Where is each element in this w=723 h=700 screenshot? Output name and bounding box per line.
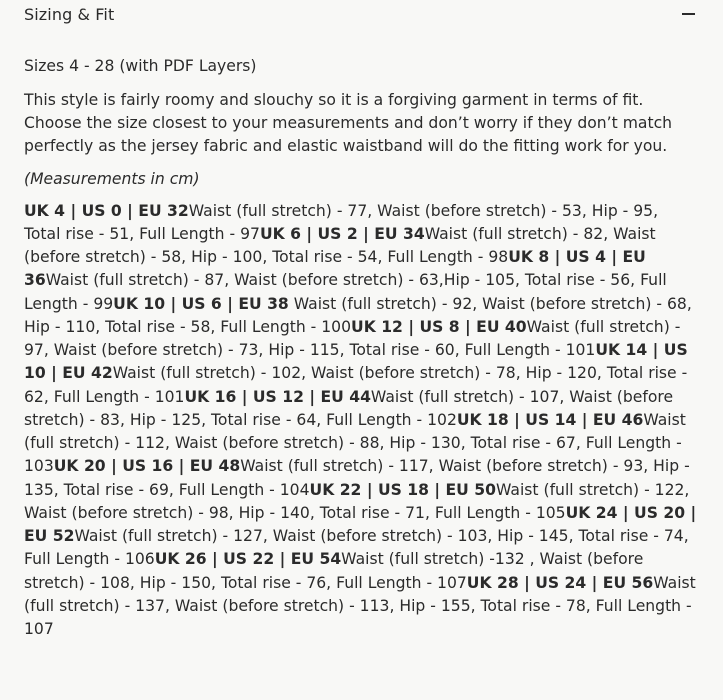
accordion-header[interactable] [24,0,699,34]
size-details: Waist (full stretch) - 77, Waist (before stretch) - 53, Hip - 95, Total rise - 51, Full Length - 97 [24,201,659,243]
measurement-unit-note: (Measurements in cm) [24,169,200,188]
size-details: Waist (full stretch) - 112, Waist (before stretch) - 88, Hip - 130, Total rise - 67, Full Length - 103 [24,410,686,476]
size-measurements [24,200,699,642]
size-details: Waist (full stretch) - 87, Waist (before stretch) - 63,Hip - 105, Total rise - 56, Full Length - 99 [24,271,667,313]
fit-description: This style is fairly roomy and slouchy so it is a forgiving garment in terms of fit. Choose the size closest to your measurements and don’t worry if they don’t match perfectly as the jersey fabric and elastic waistband will do the fitting work for you. [24,91,673,156]
sizes-range: Sizes 4 - 28 (with PDF Layers) [24,57,257,75]
size-details: Waist (full stretch) - 117, Waist (before stretch) - 93, Hip - 135, Total rise - 69, Full Length - 104 [24,457,690,499]
size-label: UK 4 | US 0 | EU 32 [24,201,189,220]
size-label: UK 10 | US 6 | EU 38 [113,294,289,313]
size-details: Waist (full stretch) - 82, Waist (before stretch) - 58, Hip - 100, Total rise - 54, Full Length - 98 [24,224,656,267]
minus-icon[interactable] [673,2,703,26]
size-details: Waist (full stretch) - 92, Waist (before stretch) - 68, Hip - 110, Total rise - 58, Full Length - 100 [24,294,692,336]
size-label: UK 6 | US 2 | EU 34 [259,224,425,243]
size-label: UK 24 | US 20 | EU 52 [24,503,697,546]
size-label: UK 28 | US 24 | EU 56 [466,573,654,592]
size-label: UK 20 | US 16 | EU 48 [53,457,241,476]
size-details: Waist (full stretch) - 102, Waist (before stretch) - 78, Hip - 120, Total rise - 62, Full Length - 101 [24,364,688,406]
size-details: Waist (full stretch) - 97, Waist (before stretch) - 73, Hip - 115, Total rise - 60, Full Length - 101 [24,317,681,360]
size-label: UK 22 | US 18 | EU 50 [309,480,496,499]
size-details: Waist (full stretch) - 137, Waist (before stretch) - 113, Hip - 155, Total rise - 78, Full Length - 107 [24,573,696,639]
size-details: Waist (full stretch) - 127, Waist (before stretch) - 103, Hip - 145, Total rise - 74, Full Length - 106 [24,527,689,569]
size-label: UK 16 | US 12 | EU 44 [184,387,371,406]
size-label: UK 8 | US 4 | EU 36 [24,248,646,290]
size-label: UK 26 | US 22 | EU 54 [154,550,342,569]
size-details: Waist (full stretch) -132 , Waist (before stretch) - 108, Hip - 150, Total rise - 76, Full Length - 107 [24,550,644,592]
size-label: UK 14 | US 10 | EU 42 [24,341,688,383]
size-label: UK 12 | US 8 | EU 40 [351,317,527,336]
size-label: UK 18 | US 14 | EU 46 [456,410,644,429]
accordion-title: Sizing & Fit [24,4,115,24]
size-details: Waist (full stretch) - 122, Waist (before stretch) - 98, Hip - 140, Total rise - 71, Full Length - 105 [24,480,690,522]
size-details: Waist (full stretch) - 107, Waist (before stretch) - 83, Hip - 125, Total rise - 64, Full Length - 102 [24,387,674,429]
